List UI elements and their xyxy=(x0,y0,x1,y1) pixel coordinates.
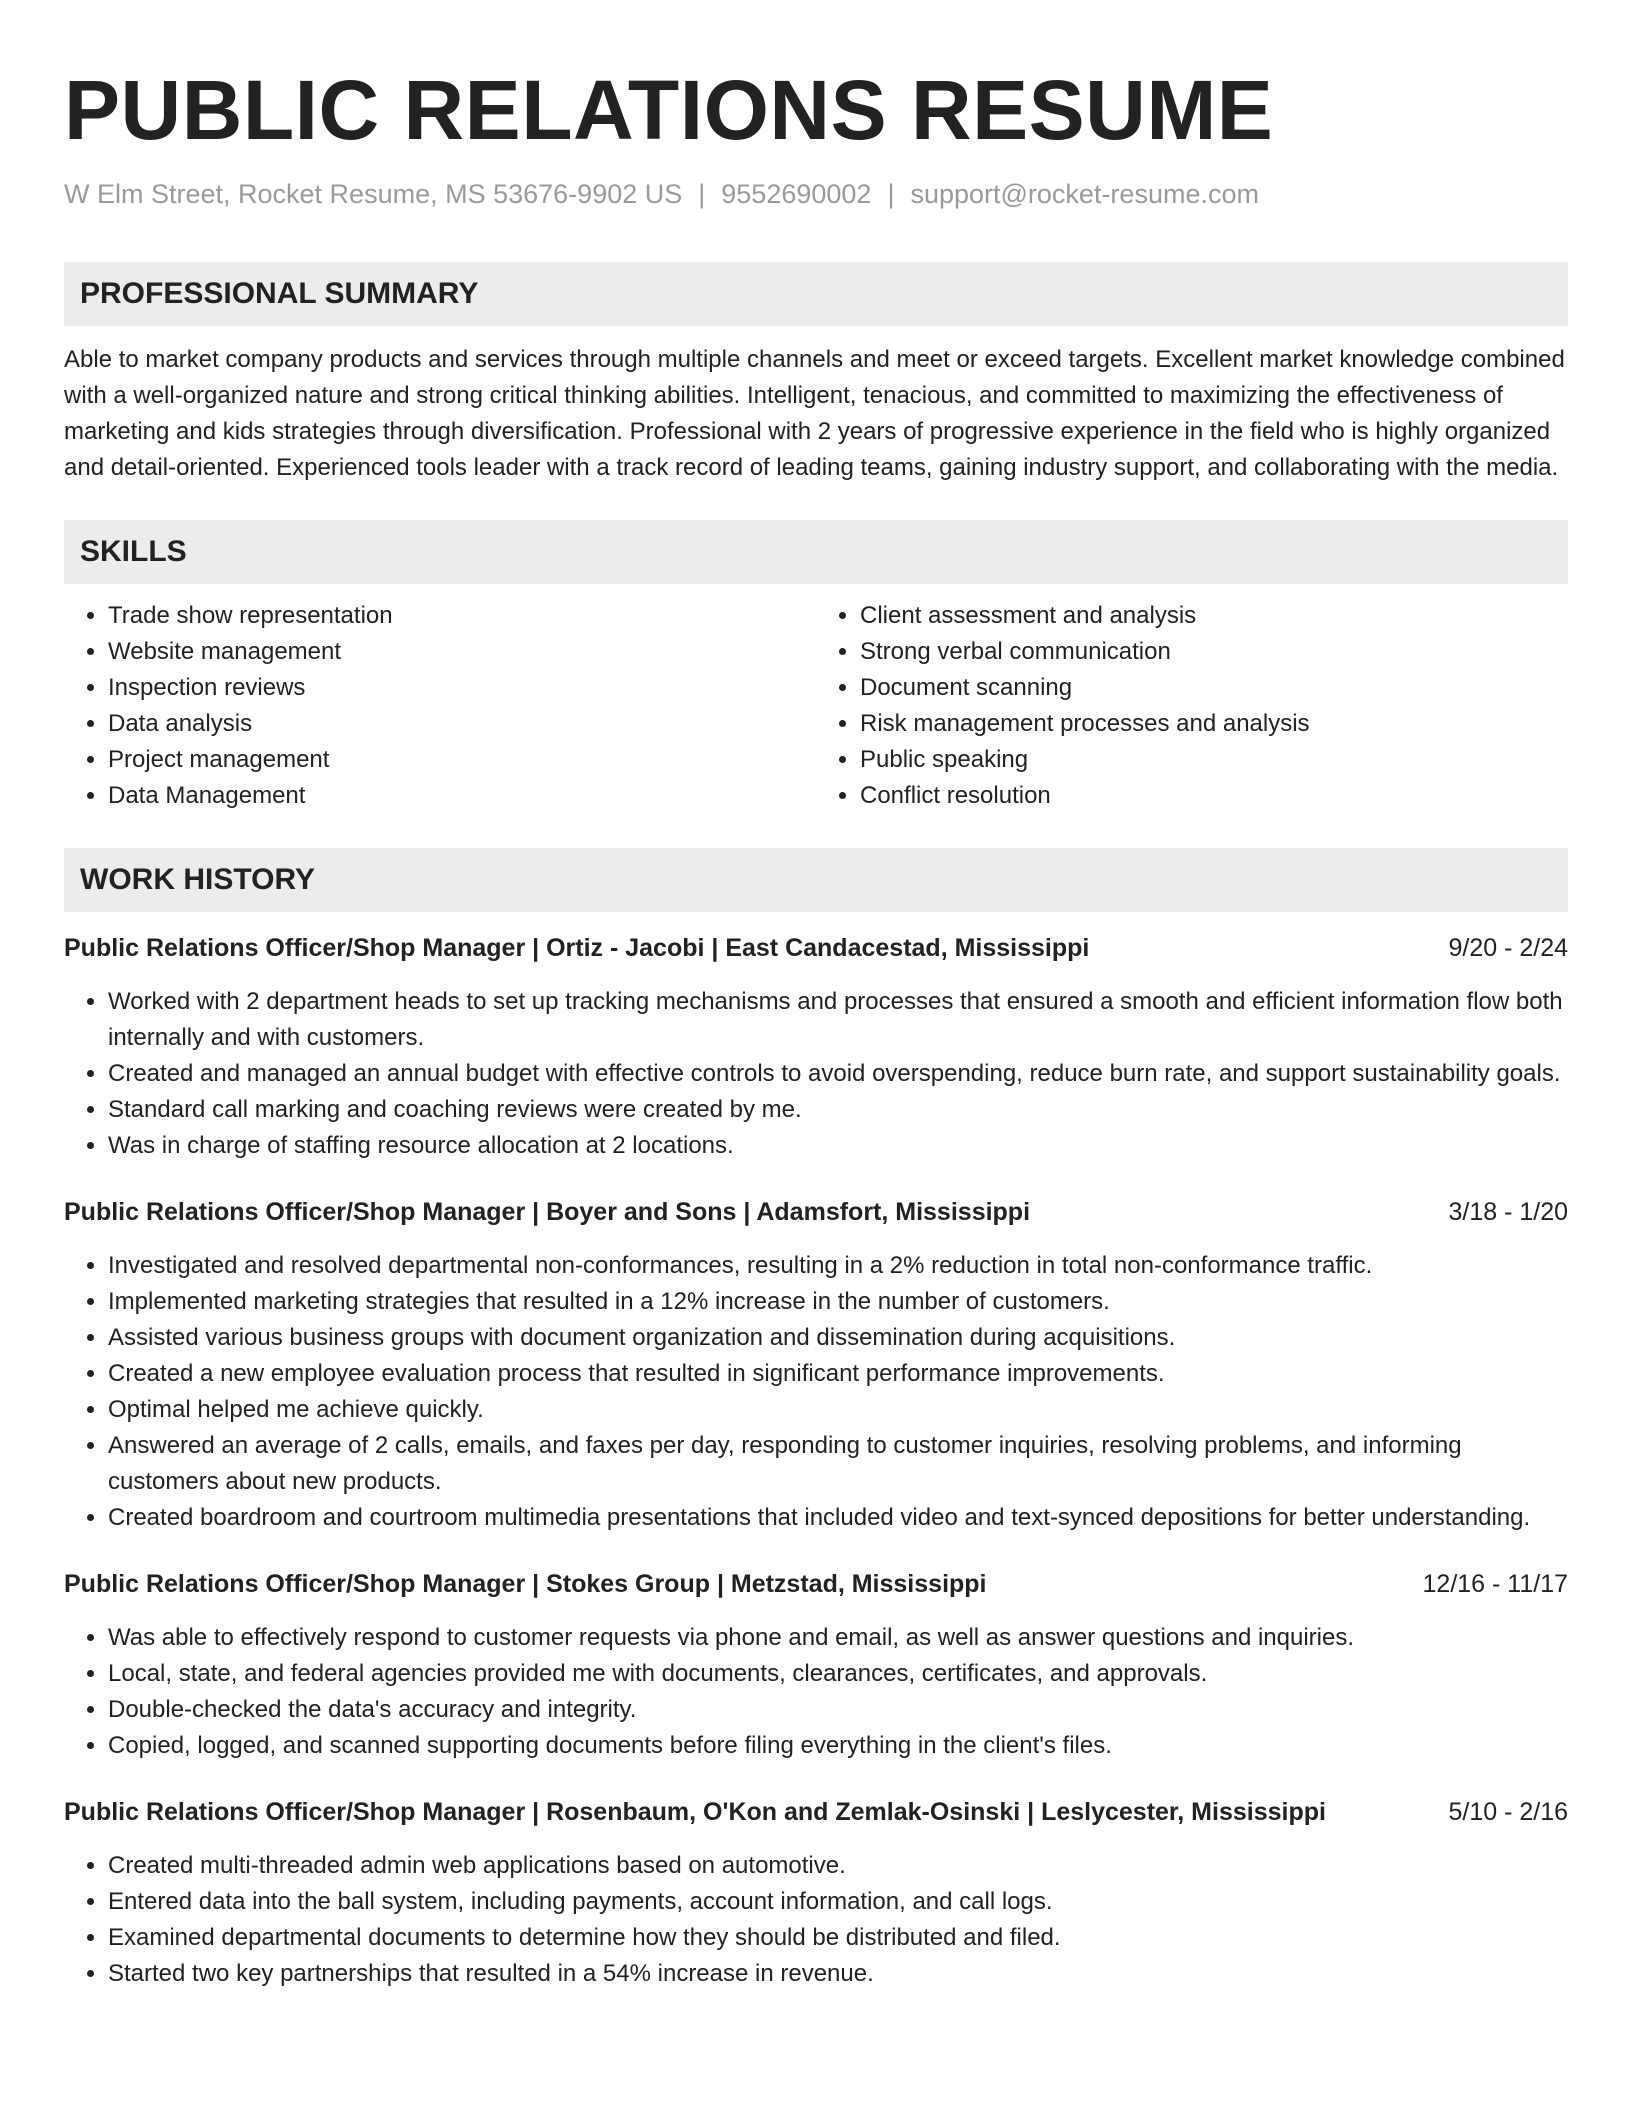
contact-separator: | xyxy=(887,179,895,209)
job-header xyxy=(64,930,1568,966)
job-bullet: • Was able to effectively respond to customer requests via phone and email, as well as answer questions and inquiries. xyxy=(108,1620,1568,1656)
section-header-work-history: WORK HISTORY xyxy=(64,848,1568,912)
skills-grid xyxy=(64,598,1568,814)
skill-item: • Trade show representation xyxy=(108,598,816,634)
job-bullet: • Worked with 2 department heads to set up tracking mechanisms and processes that ensured a smooth and efficient information flow both internally and with customers. xyxy=(108,984,1568,1056)
resume-title: PUBLIC RELATIONS RESUME xyxy=(64,63,1274,157)
skill-item: • Client assessment and analysis xyxy=(860,598,1568,634)
contact-address: W Elm Street, Rocket Resume, MS 53676-9902 US xyxy=(64,179,683,209)
section-header-summary: PROFESSIONAL SUMMARY xyxy=(64,262,1568,326)
job-bullet: • Created and managed an annual budget with effective controls to avoid overspending, reduce burn rate, and support sustainability goals. xyxy=(108,1056,1568,1092)
job-entry xyxy=(64,1194,1568,1536)
job-bullets xyxy=(64,1248,1568,1536)
job-bullet: • Created a new employee evaluation process that resulted in significant performance improvements. xyxy=(108,1356,1568,1392)
job-bullet: • Local, state, and federal agencies provided me with documents, clearances, certificates, and approvals. xyxy=(108,1656,1568,1692)
job-bullet: • Created multi-threaded admin web applications based on automotive. xyxy=(108,1848,1568,1884)
job-header xyxy=(64,1566,1568,1602)
skill-item: • Inspection reviews xyxy=(108,670,816,706)
summary-text: Able to market company products and services through multiple channels and meet or exceed targets. Excellent market knowledge combined with a well-organized nature and strong critical thinking abilities. Intelligent, tenacious, and committed to maximizing the effectiveness of marketing and kids strategies through diversification. Professional with 2 years of progressive experience in the field who is highly organized and detail-oriented. Experienced tools leader with a track record of leading teams, gaining industry support, and collaborating with the media. xyxy=(64,346,1565,482)
job-dates: 5/10 - 2/16 xyxy=(1448,1798,1568,1827)
job-bullets xyxy=(64,1848,1568,1992)
job-bullet: • Was in charge of staffing resource allocation at 2 locations. xyxy=(108,1128,1568,1164)
job-header xyxy=(64,1194,1568,1230)
job-header xyxy=(64,1794,1568,1830)
contact-separator: | xyxy=(698,179,706,209)
contact-phone: 9552690002 xyxy=(721,179,872,209)
skill-item: • Website management xyxy=(108,634,816,670)
skill-item: • Data Management xyxy=(108,778,816,814)
skill-item: • Document scanning xyxy=(860,670,1568,706)
job-dates: 3/18 - 1/20 xyxy=(1448,1198,1568,1227)
skill-item: • Project management xyxy=(108,742,816,778)
job-bullets xyxy=(64,984,1568,1164)
job-dates: 12/16 - 11/17 xyxy=(1422,1570,1568,1599)
job-bullet: • Double-checked the data's accuracy and integrity. xyxy=(108,1692,1568,1728)
job-entry xyxy=(64,1566,1568,1764)
contact-line xyxy=(64,178,1568,210)
section-header-skills: SKILLS xyxy=(64,520,1568,584)
job-bullet: • Assisted various business groups with document organization and dissemination during acquisitions. xyxy=(108,1320,1568,1356)
skills-list-left xyxy=(64,598,816,814)
job-bullet: • Answered an average of 2 calls, emails, and faxes per day, responding to customer inquiries, resolving problems, and informing customers about new products. xyxy=(108,1428,1568,1500)
job-title: Public Relations Officer/Shop Manager | Boyer and Sons | Adamsfort, Mississippi xyxy=(64,1198,1031,1227)
skills-list-right xyxy=(816,598,1568,814)
job-title: Public Relations Officer/Shop Manager | Ortiz - Jacobi | East Candacestad, Mississippi xyxy=(64,934,1090,963)
job-bullet: • Examined departmental documents to determine how they should be distributed and filed. xyxy=(108,1920,1568,1956)
job-bullet: • Investigated and resolved departmental non-conformances, resulting in a 2% reduction in total non-conformance traffic. xyxy=(108,1248,1568,1284)
job-title: Public Relations Officer/Shop Manager | Rosenbaum, O'Kon and Zemlak-Osinski | Leslycester, Mississippi xyxy=(64,1798,1326,1827)
skill-item: • Data analysis xyxy=(108,706,816,742)
skill-item: • Risk management processes and analysis xyxy=(860,706,1568,742)
job-bullet: • Entered data into the ball system, including payments, account information, and call logs. xyxy=(108,1884,1568,1920)
skill-item: • Strong verbal communication xyxy=(860,634,1568,670)
job-bullet: • Started two key partnerships that resulted in a 54% increase in revenue. xyxy=(108,1956,1568,1992)
job-dates: 9/20 - 2/24 xyxy=(1448,934,1568,963)
contact-email: support@rocket-resume.com xyxy=(910,179,1259,209)
job-title: Public Relations Officer/Shop Manager | Stokes Group | Metzstad, Mississippi xyxy=(64,1570,987,1599)
job-bullet: • Copied, logged, and scanned supporting documents before filing everything in the client's files. xyxy=(108,1728,1568,1764)
job-entry xyxy=(64,930,1568,1164)
job-entry xyxy=(64,1794,1568,1992)
skill-item: • Conflict resolution xyxy=(860,778,1568,814)
job-bullets xyxy=(64,1620,1568,1764)
job-bullet: • Optimal helped me achieve quickly. xyxy=(108,1392,1568,1428)
job-bullet: • Implemented marketing strategies that resulted in a 12% increase in the number of customers. xyxy=(108,1284,1568,1320)
job-bullet: • Standard call marking and coaching reviews were created by me. xyxy=(108,1092,1568,1128)
job-bullet: • Created boardroom and courtroom multimedia presentations that included video and text-synced depositions for better understanding. xyxy=(108,1500,1568,1536)
skill-item: • Public speaking xyxy=(860,742,1568,778)
